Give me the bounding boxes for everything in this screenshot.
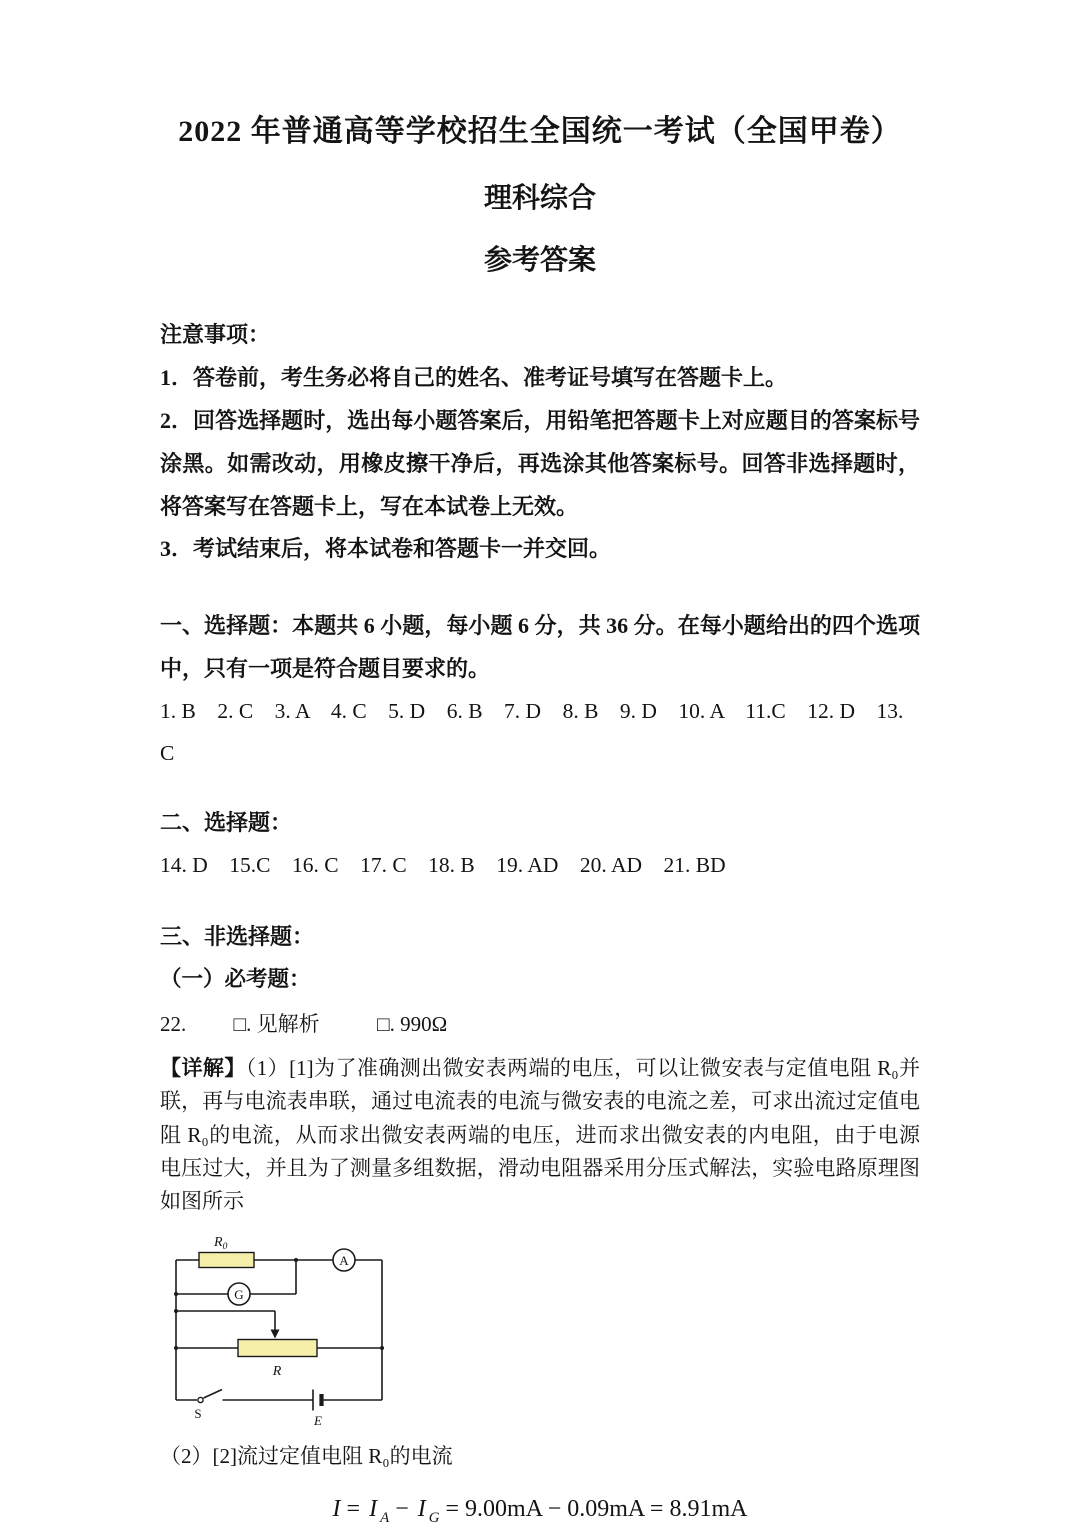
section-1-heading: 一、选择题：本题共 6 小题，每小题 6 分，共 36 分。在每小题给出的四个选项中，只有一项是符合题目要求的。 xyxy=(160,613,920,682)
formula-I-A: I $_A$ xyxy=(369,1495,390,1526)
formula-I-G: I $_G$ xyxy=(417,1495,440,1526)
label-galvanometer: G xyxy=(234,1287,244,1303)
section-3-heading: 三、非选择题： xyxy=(160,923,315,949)
question-22-formula xyxy=(160,1496,920,1527)
multiple-choice-section-1 xyxy=(160,605,920,775)
answer-key-title: 参考答案 xyxy=(483,245,596,276)
page-title: 2022 年普通高等学校招生全国统一考试（全国甲卷） xyxy=(178,115,902,148)
formula-result: = 9.00mA − 0.09mA = 8.91mA xyxy=(445,1495,748,1522)
notice-item-2: 2．回答选择题时，选出每小题答案后，用铅笔把答题卡上对应题目的答案标号涂黑。如需改动，用橡皮擦干净后，再选涂其他答案标号。回答非选择题时，将答案写在答题卡上，写在本试卷上无效。 xyxy=(160,407,920,519)
analysis-tag: 【详解】 xyxy=(160,1056,246,1081)
question-22-analysis xyxy=(160,1052,920,1218)
notice-item-3: 3．考试结束后，将本试卷和答题卡一并交回。 xyxy=(160,536,612,562)
circuit-diagram xyxy=(164,1232,416,1432)
notice-section xyxy=(160,314,920,571)
formula-minus: − xyxy=(395,1495,409,1522)
switch-lever xyxy=(204,1390,223,1399)
subject-title: 理科综合 xyxy=(483,183,596,214)
question-22-part-2: （2）[2]流过定值电阻 R₀的电流 xyxy=(160,1444,453,1469)
multiple-choice-section-2 xyxy=(160,802,920,887)
question-22-number: 22. xyxy=(160,1011,187,1036)
formula-equals: = xyxy=(346,1495,361,1522)
section-1-answers: 1. B 2. C 3. A 4. C 5. D 6. B 7. D 8. B 9. D 10. A 11.C 12. D 13. C xyxy=(160,699,904,766)
label-ammeter: A xyxy=(339,1253,349,1269)
slider-wire xyxy=(176,1311,275,1330)
question-22-answer-line xyxy=(160,1007,920,1043)
notice-item-1: 1．答卷前，考生务必将自己的姓名、准考证号填写在答题卡上。 xyxy=(160,364,788,390)
notice-heading: 注意事项： xyxy=(160,322,271,347)
rheostat-r-symbol xyxy=(238,1340,317,1357)
circuit-wires xyxy=(176,1260,382,1411)
non-choice-section-3 xyxy=(160,916,920,1527)
question-22-answer-2: □. 990Ω xyxy=(376,1011,448,1036)
resistor-r0-symbol xyxy=(199,1253,254,1268)
analysis-text: （1）[1]为了准确测出微安表两端的电压，可以让微安表与定值电阻 R₀并联，再与电流表串联，通过电流表的电流与微安表的电流之差，可求出流过定值电阻 R₀的电流，从而求出微安表两端的电压，进而求出微安表的内电阻，由于电源电压过大，并且为了测量多组数据，滑动电阻器采用分压式解法，实验电路原理图如图所示 xyxy=(160,1056,921,1213)
label-r0: $R_0$ xyxy=(214,1235,228,1253)
section-2-answers: 14. D 15.C 16. C 17. C 18. B 19. AD 20. AD 21. BD xyxy=(160,852,726,877)
label-battery: E xyxy=(314,1413,322,1429)
question-22-answer-1: □. 见解析 xyxy=(233,1011,320,1036)
label-rheostat: R xyxy=(272,1364,282,1380)
formula-I: I xyxy=(332,1495,341,1522)
slider-arrowhead-icon xyxy=(271,1330,280,1339)
switch-pivot xyxy=(198,1398,203,1403)
section-2-heading: 二、选择题： xyxy=(160,809,293,835)
section-3-subheading: （一）必考题： xyxy=(160,966,311,991)
junction-dots xyxy=(174,1258,384,1350)
label-switch: S xyxy=(194,1406,202,1422)
